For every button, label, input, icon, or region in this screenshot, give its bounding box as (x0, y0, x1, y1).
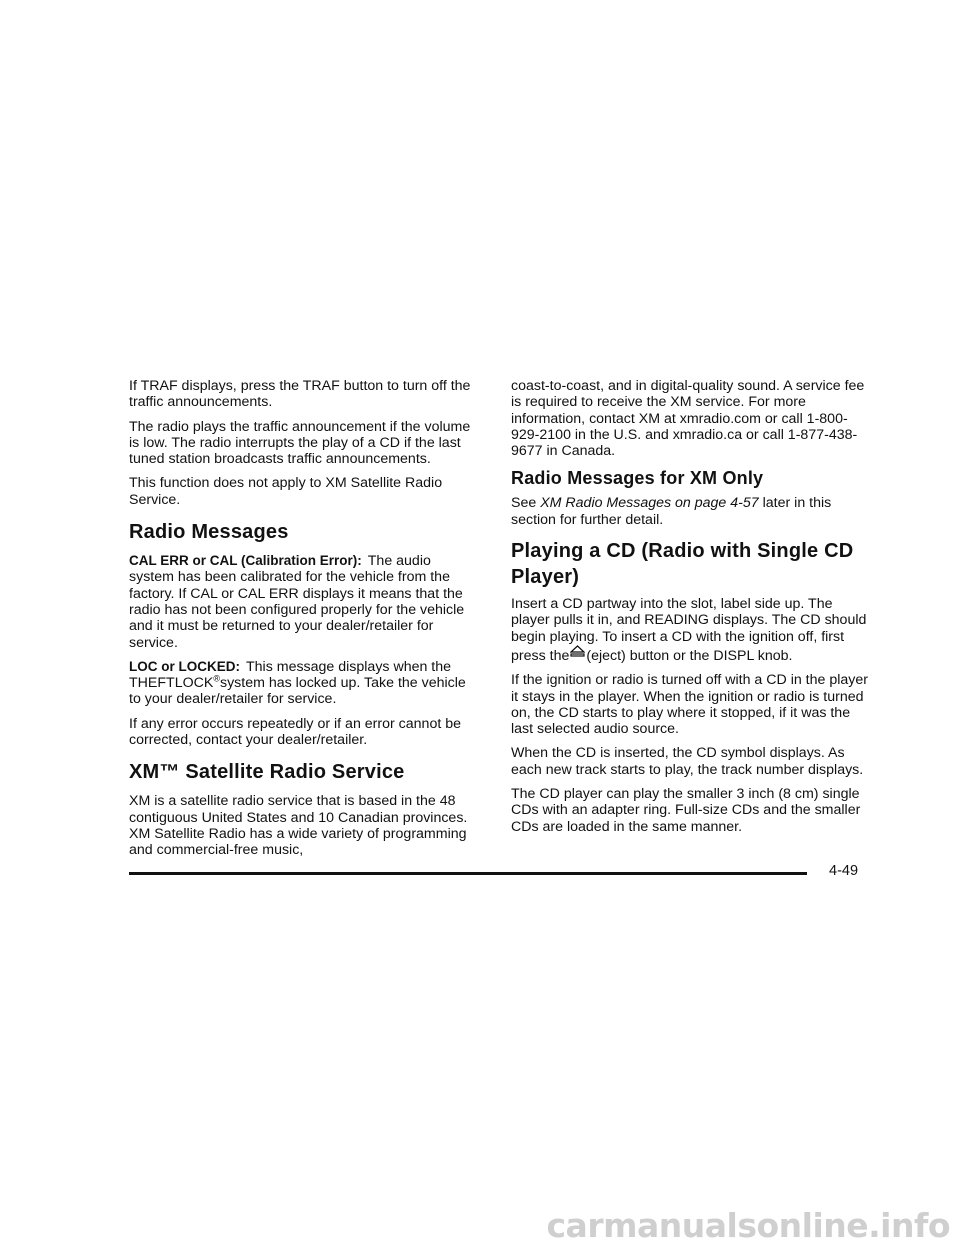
watermark-text: carmanualsonline.info (546, 1210, 950, 1242)
paragraph-insert-cd (511, 596, 871, 664)
insert-cd-text-a: Insert a CD partway into the slot, label side up. The player pulls it in, and READING displays. The CD should begin playing. To insert a CD with the ignition off, first press the (511, 596, 867, 664)
paragraph-cal-err (129, 553, 479, 651)
insert-cd-text-b: (eject) button or the DISPL knob. (586, 647, 793, 664)
paragraph-cd-symbol: When the CD is inserted, the CD symbol displays. As each new track starts to play, the track number displays. (511, 745, 864, 778)
left-column (129, 378, 479, 867)
paragraph-error: If any error occurs repeatedly or if an error cannot be corrected, contact your dealer/retailer. (129, 715, 461, 749)
paragraph-loc (129, 659, 479, 708)
cross-reference-link[interactable]: XM Radio Messages on page 4-57 (540, 495, 759, 512)
heading-xm-only: Radio Messages for XM Only (511, 468, 764, 489)
paragraph-xm-not-apply: This function does not apply to XM Satellite Radio Service. (129, 475, 443, 508)
right-column (511, 378, 871, 843)
heading-xm-service: XM™ Satellite Radio Service (129, 761, 405, 784)
cal-err-text: The audio system has been calibrated for the vehicle from the factory. If CAL or CAL ERR displays it means that the radio has not been configured properly for the vehicle and it must be returned to your dealer/retailer for service. (129, 553, 465, 651)
paragraph-see-ref (511, 495, 871, 528)
page-number: 4-49 (829, 863, 859, 879)
term-loc: LOC or LOCKED: (129, 658, 240, 674)
paragraph-ignition-off: If the ignition or radio is turned off with a CD in the player it stays in the player. When the ignition or radio is turned on, the CD starts to play where it stopped, if it was the last selected audio source. (511, 672, 868, 738)
heading-playing-cd: Playing a CD (Radio with Single CD Player) (511, 540, 854, 589)
footer-rule (129, 872, 807, 875)
paragraph-xm-service: XM is a satellite radio service that is based in the 48 contiguous United States and 10 Canadian provinces. XM Satellite Radio has a wide variety of programming and commercial-free music, (129, 793, 468, 859)
heading-radio-messages: Radio Messages (129, 521, 289, 544)
paragraph-traf: If TRAF displays, press the TRAF button to turn off the traffic announcements. (129, 378, 471, 411)
paragraph-xm-continued: coast-to-coast, and in digital-quality sound. A service fee is required to receive the XM service. For more information, contact XM at xmradio.com or call 1-800-929-2100 in the U.S. and xmradio.ca or call 1-877-438-9677 in Canada. (511, 378, 865, 460)
eject-icon (570, 645, 585, 657)
watermark (0, 1210, 960, 1242)
see-word: See (511, 495, 537, 512)
term-cal-err: CAL ERR or CAL (Calibration Error): (129, 553, 362, 569)
paragraph-small-cd: The CD player can play the smaller 3 inch (8 cm) single CDs with an adapter ring. Full-size CDs and the smaller CDs are loaded in the same manner. (511, 786, 861, 835)
loc-text-a: This message displays when the THEFTLOCK (129, 658, 452, 692)
paragraph-traffic-volume: The radio plays the traffic announcement if the volume is low. The radio interrupts the play of a CD if the last tuned station broadcasts traffic announcements. (129, 418, 471, 468)
registered-mark: ® (213, 673, 220, 684)
loc-text-b: system has locked up. Take the vehicle to your dealer/retailer for service. (129, 675, 466, 708)
see-rest: later in this section for further detail. (511, 495, 832, 528)
